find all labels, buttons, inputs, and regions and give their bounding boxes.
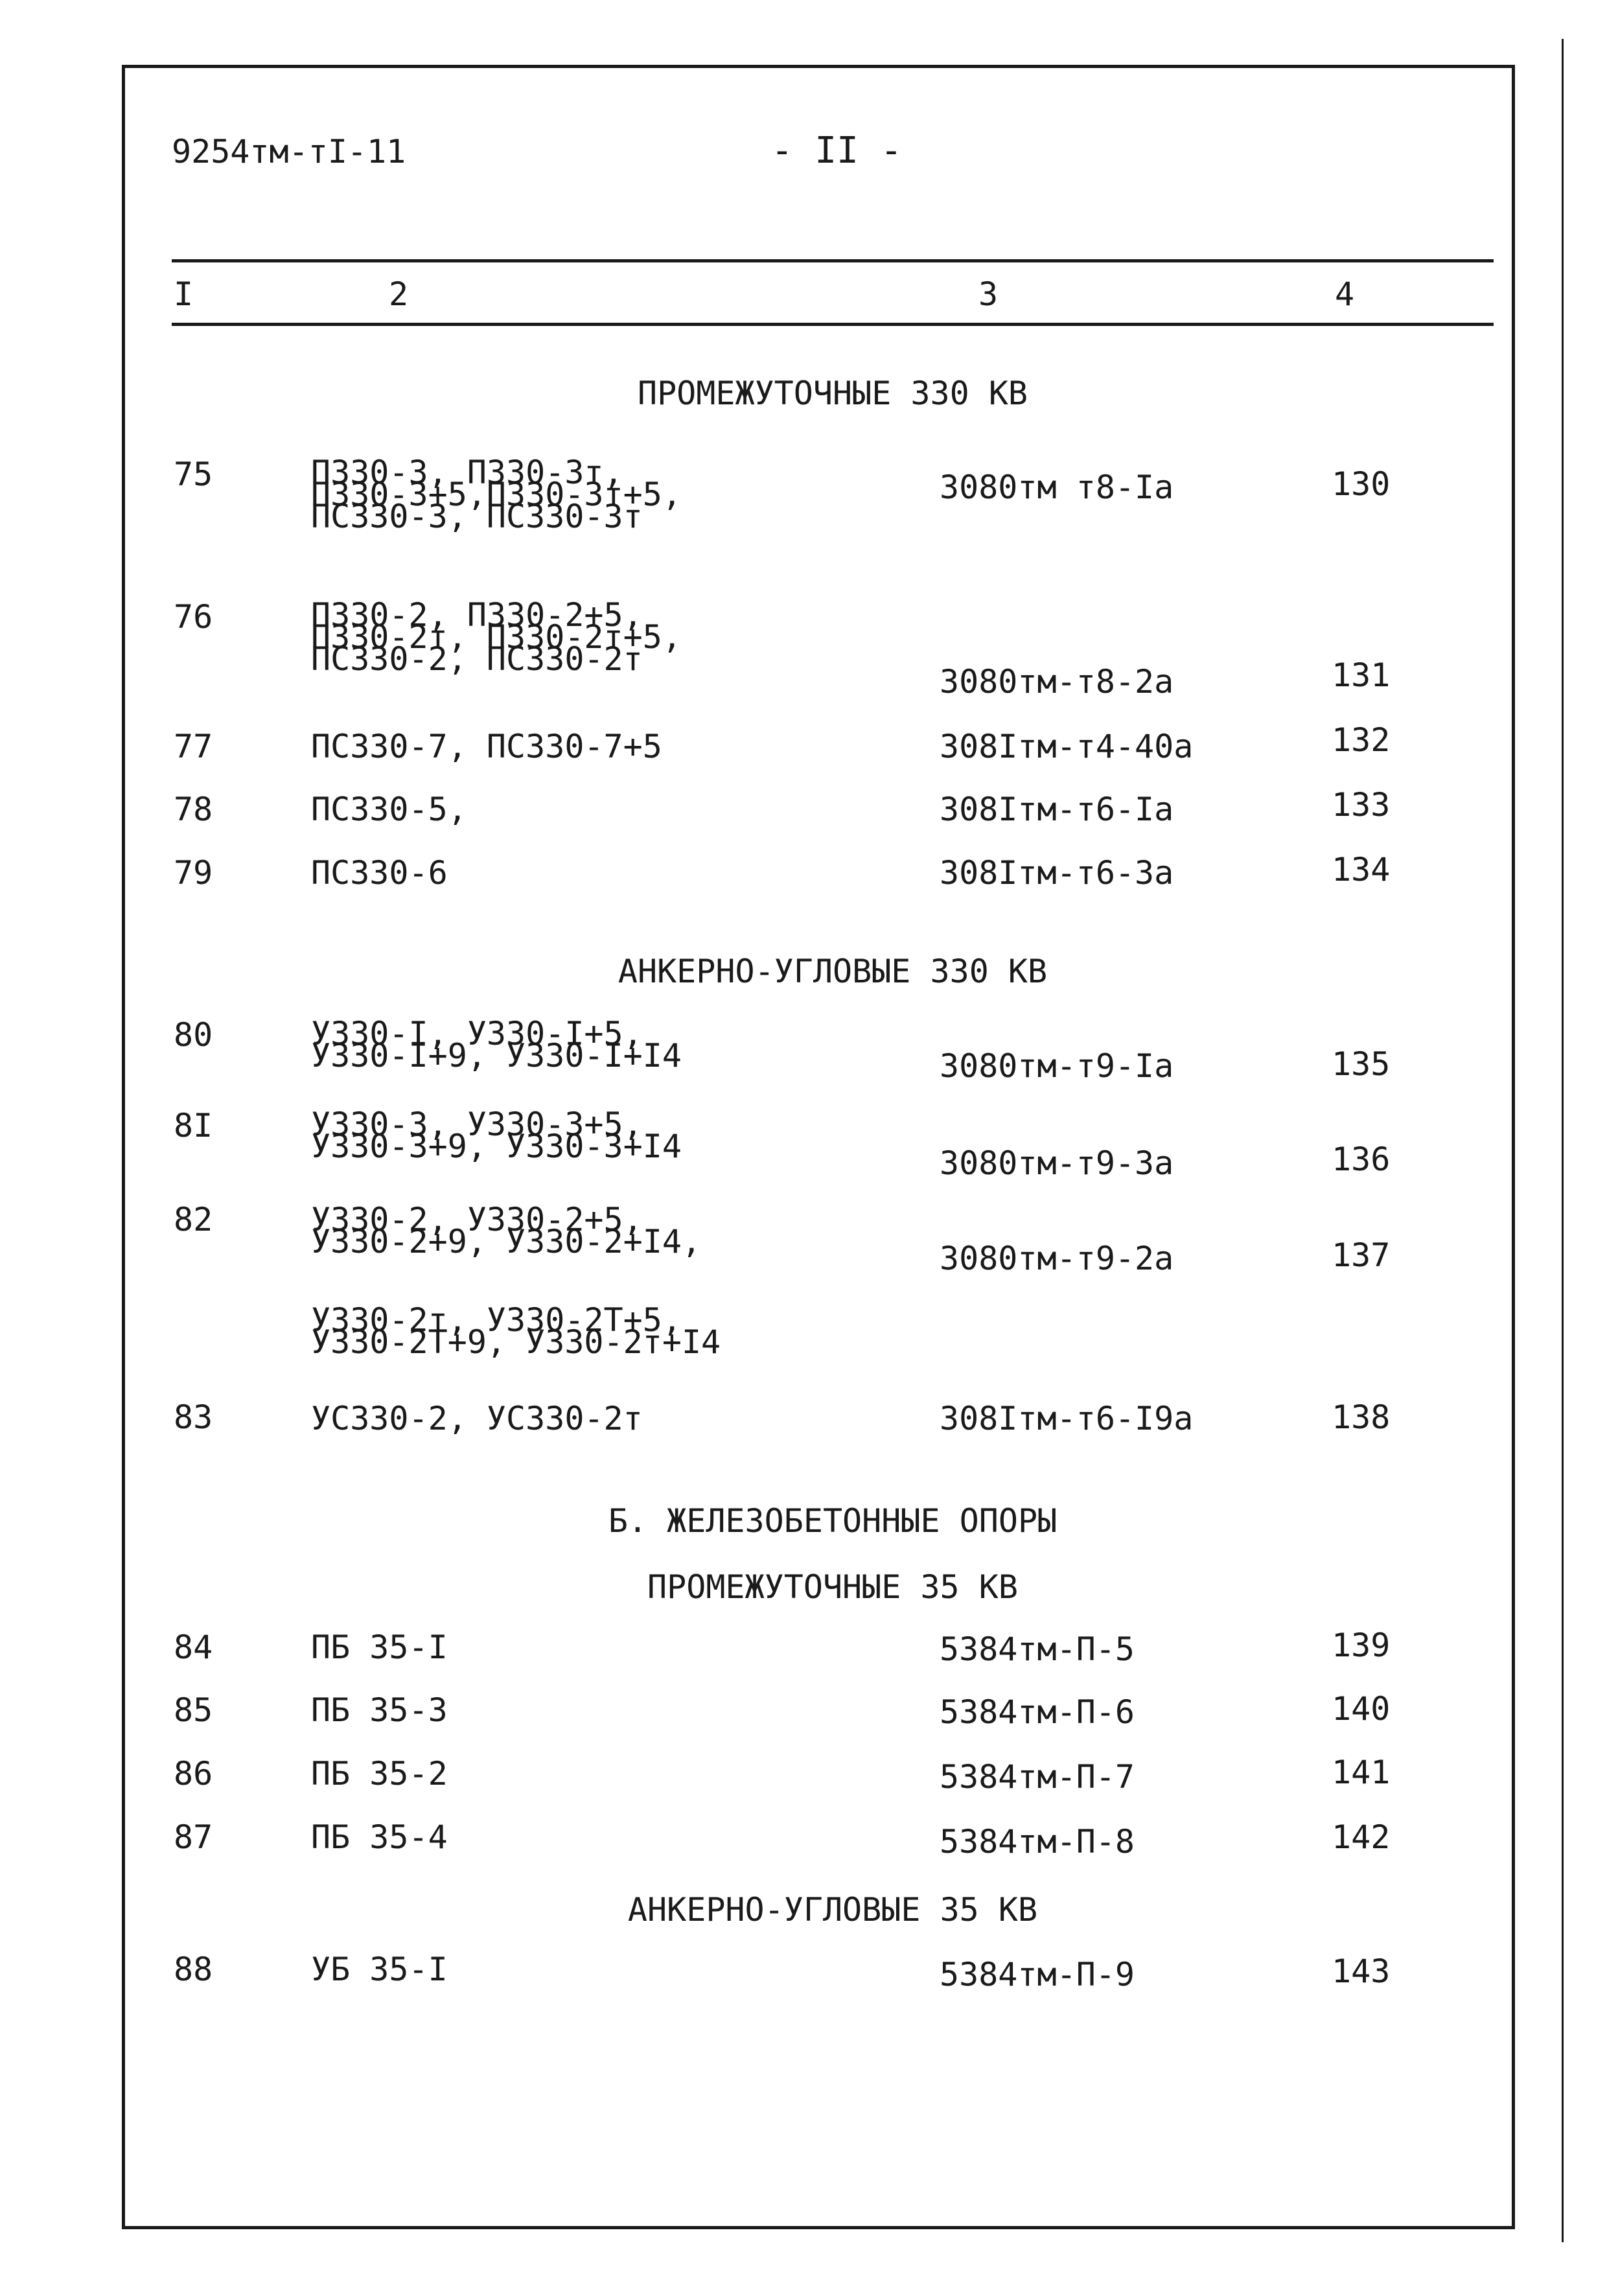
row-names: П330-2, П330-2+5, П330-2т, П330-2т+5, ПС330-2, ПС330-2т <box>311 596 682 678</box>
row-page: 141 <box>1332 1754 1391 1791</box>
row-page: 140 <box>1332 1690 1391 1728</box>
row-doc: 3080тм-т9-3а <box>940 1144 1174 1182</box>
row-number: 85 <box>174 1691 213 1729</box>
row-number: 78 <box>174 791 213 828</box>
frame-bottom-border <box>122 2226 1515 2229</box>
row-names: ПС330-5, <box>311 791 467 828</box>
document-code: 9254тм-тI-11 <box>172 133 406 170</box>
row-doc: 308Iтм-т6-I9а <box>940 1400 1194 1437</box>
section-heading: АНКЕРНО-УГЛОВЫЕ 330 КВ <box>618 953 1048 990</box>
row-number: 75 <box>174 456 213 493</box>
column-header-1: I <box>174 275 194 313</box>
row-number: 86 <box>174 1755 213 1792</box>
section-heading: ПРОМЕЖУТОЧНЫЕ 35 КВ <box>647 1568 1018 1606</box>
row-doc: 5384тм-П-6 <box>940 1693 1135 1731</box>
table-header-bottom-rule <box>172 323 1494 326</box>
column-header-3: 3 <box>978 275 999 313</box>
row-names: УС330-2, УС330-2т <box>311 1400 643 1437</box>
row-doc: 5384тм-П-8 <box>940 1823 1135 1861</box>
row-doc: 5384тм-П-9 <box>940 1956 1135 1993</box>
section-heading: Б. ЖЕЛЕЗОБЕТОННЫЕ ОПОРЫ <box>608 1502 1058 1540</box>
row-number: 88 <box>174 1951 213 1988</box>
row-doc: 3080тм-т8-2а <box>940 663 1174 701</box>
row-names-continuation: У330-2т, У330-2Т+5, У330-2Т+9, У330-2т+I4 <box>311 1301 721 1361</box>
row-number: 76 <box>174 598 213 636</box>
row-page: 133 <box>1332 786 1391 824</box>
row-page: 131 <box>1332 656 1391 694</box>
row-names: ПБ 35-I <box>311 1629 448 1666</box>
row-page: 136 <box>1332 1141 1391 1178</box>
row-number: 79 <box>174 854 213 892</box>
row-page: 143 <box>1332 1953 1391 1990</box>
row-number: 80 <box>174 1016 213 1054</box>
table-header-top-rule <box>172 259 1494 262</box>
row-doc: 5384тм-П-5 <box>940 1630 1135 1668</box>
row-names: У330-3, У330-3+5, У330-3+9, У330-3+I4 <box>311 1106 682 1165</box>
row-number: 8I <box>174 1107 213 1144</box>
outer-margin-line <box>1562 39 1564 2242</box>
column-header-4: 4 <box>1335 275 1355 313</box>
row-doc: 5384тм-П-7 <box>940 1758 1135 1796</box>
row-number: 83 <box>174 1398 213 1436</box>
row-names: УБ 35-I <box>311 1951 448 1988</box>
row-page: 132 <box>1332 721 1391 759</box>
row-page: 138 <box>1332 1398 1391 1436</box>
row-doc: 308Iтм-т6-3а <box>940 854 1174 892</box>
row-page: 130 <box>1332 465 1391 503</box>
row-names: У330-2, У330-2+5, У330-2+9, У330-2+I4, <box>311 1201 702 1260</box>
row-names: ПБ 35-3 <box>311 1691 448 1729</box>
row-page: 139 <box>1332 1627 1391 1664</box>
row-doc: 3080тм-т9-2а <box>940 1240 1174 1277</box>
row-names: У330-I, У330-I+5, У330-I+9, У330-I+I4 <box>311 1015 682 1074</box>
row-doc: 3080тм т8-Iа <box>940 469 1174 506</box>
frame-right-border <box>1512 65 1515 2229</box>
row-number: 82 <box>174 1201 213 1238</box>
row-page: 134 <box>1332 851 1391 888</box>
row-names: ПС330-6 <box>311 854 448 892</box>
section-heading: ПРОМЕЖУТОЧНЫЕ 330 КВ <box>637 375 1028 412</box>
row-page: 142 <box>1332 1818 1391 1856</box>
row-doc: 308Iтм-т6-Iа <box>940 791 1174 828</box>
row-names: П330-3, П330-3т, П330-3+5,П330-3т+5, ПС330-3, ПС330-3т <box>311 454 682 535</box>
row-page: 135 <box>1332 1045 1391 1083</box>
row-names: ПС330-7, ПС330-7+5 <box>311 728 662 765</box>
row-names: ПБ 35-2 <box>311 1755 448 1792</box>
frame-left-border <box>122 65 125 2229</box>
row-page: 137 <box>1332 1236 1391 1274</box>
row-doc: 308Iтм-т4-40а <box>940 728 1194 765</box>
row-number: 84 <box>174 1629 213 1666</box>
section-heading: АНКЕРНО-УГЛОВЫЕ 35 КВ <box>627 1891 1038 1929</box>
frame-top-border <box>122 65 1515 68</box>
row-number: 77 <box>174 728 213 765</box>
row-names: ПБ 35-4 <box>311 1818 448 1856</box>
row-number: 87 <box>174 1818 213 1856</box>
column-header-2: 2 <box>389 275 409 313</box>
row-doc: 3080тм-т9-Iа <box>940 1047 1174 1085</box>
page-number: - II - <box>771 130 903 172</box>
